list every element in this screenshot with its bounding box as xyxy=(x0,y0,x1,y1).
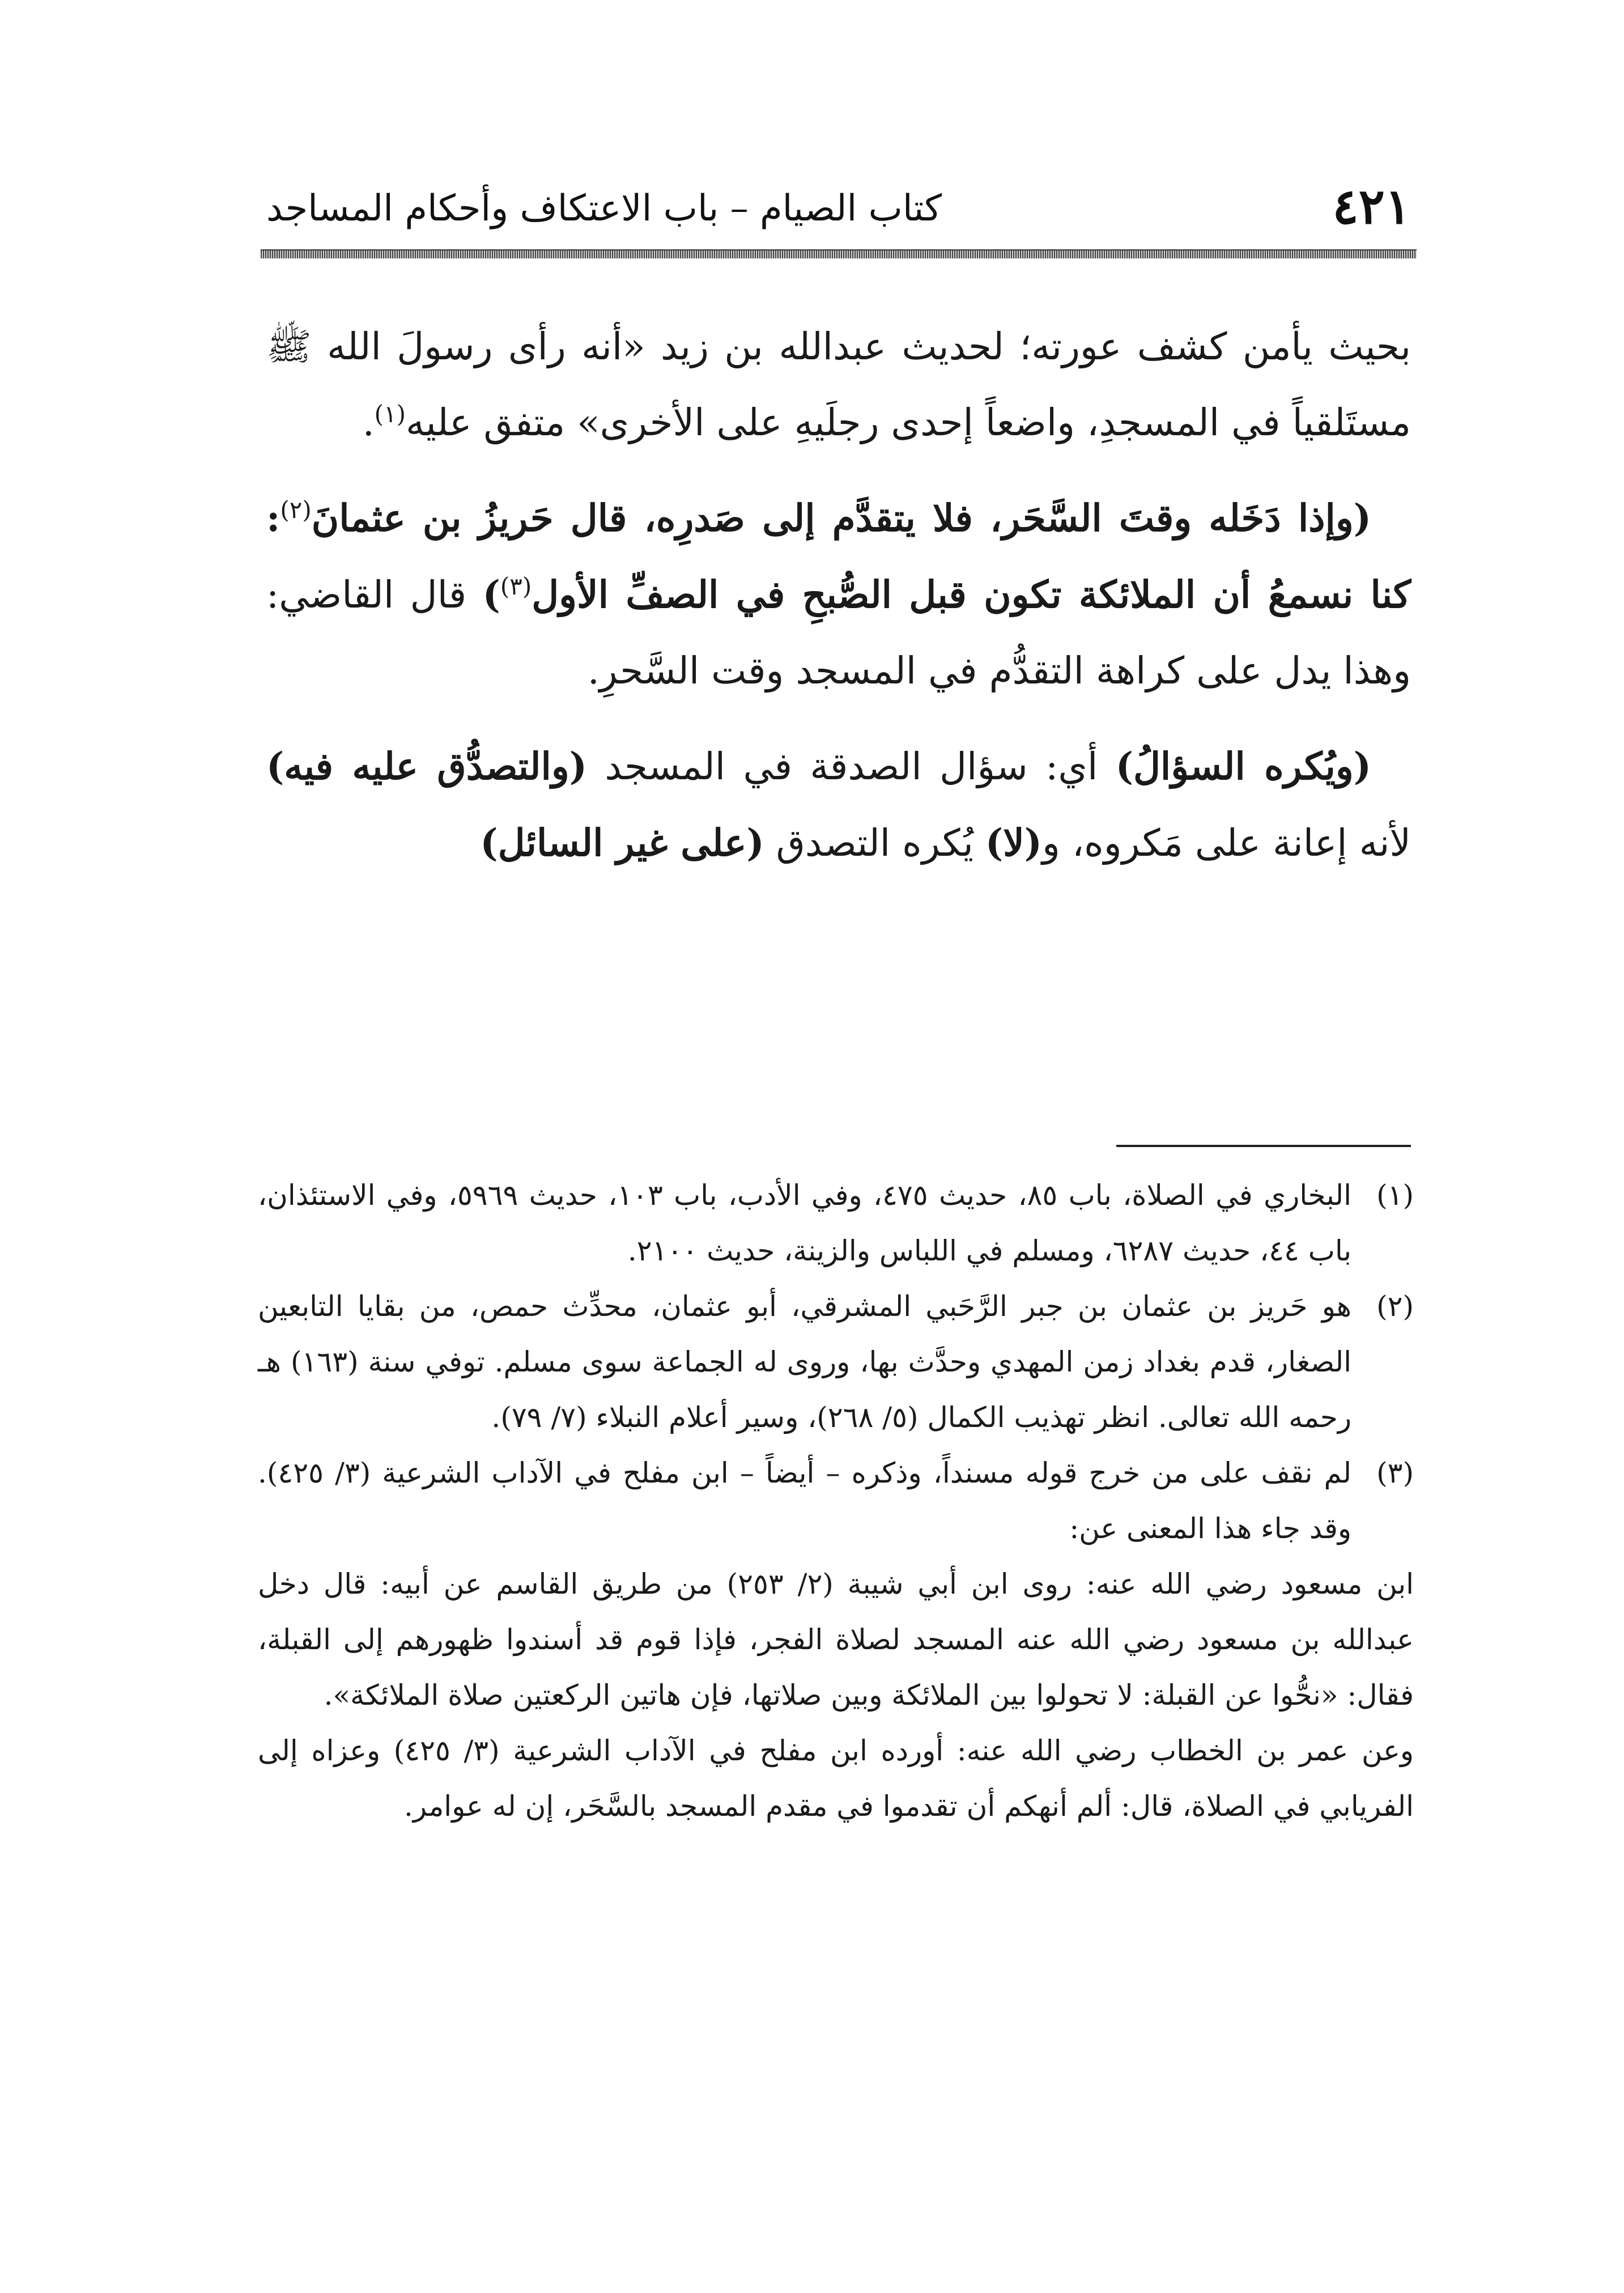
paragraph-1-text: بحيث يأمن كشف عورته؛ لحديث عبدالله بن زيد «أنه رأى رسولَ الله ﷺ مستَلقياً في المسجدِ، واضعاً إحدى رجلَيهِ على الأخرى» متفق عليه xyxy=(266,325,1411,444)
paragraph-2-matn-c: ) xyxy=(482,572,500,617)
footnotes xyxy=(258,1167,1414,1834)
paragraph-2-matn-b: : كنا نسمعُ أن الملائكة تكون قبل الصُّبحِ في الصفِّ الأول xyxy=(266,496,1411,617)
paragraph-3-text-c: يُكره التصدق xyxy=(764,821,985,865)
header-divider xyxy=(261,249,1417,258)
footnote-number: (٢) xyxy=(1376,1290,1414,1323)
paragraph-3-matn-a: (ويُكره السؤالُ) xyxy=(1115,744,1371,788)
footnote-2 xyxy=(258,1279,1414,1445)
running-title: كتاب الصيام – باب الاعتكاف وأحكام المساجد xyxy=(266,188,942,230)
paragraph-1-end: . xyxy=(362,401,375,444)
footnote-text: لم نقف على من خرج قوله مسنداً، وذكره – أيضاً – ابن مفلح في الآداب الشرعية (٣/ ٤٢٥). وقد جاء هذا المعنى عن: xyxy=(258,1457,1351,1545)
paragraph-3-text-b: لأنه إعانة على مَكروه، و xyxy=(1042,821,1411,865)
footnote-ref-1: (١) xyxy=(374,400,406,428)
footnote-separator xyxy=(1116,1145,1411,1147)
footnote-3 xyxy=(258,1445,1414,1556)
paragraph-2 xyxy=(266,480,1411,709)
paragraph-3-matn-b: (والتصدُّق عليه فيه) xyxy=(266,744,587,788)
page-header xyxy=(266,176,1411,238)
footnote-text: البخاري في الصلاة، باب ٨٥، حديث ٤٧٥، وفي الأدب، باب ١٠٣، حديث ٥٩٦٩، وفي الاستئذان، باب ٤٤، حديث ٦٢٨٧، ومسلم في اللباس والزينة، حديث ٢١٠٠. xyxy=(258,1179,1351,1267)
paragraph-3 xyxy=(266,728,1411,881)
paragraph-2-matn-a: (وإذا دَخَله وقتَ السَّحَر، فلا يتقدَّم إلى صَدرِه، قال حَريزُ بن عثمانَ xyxy=(311,496,1371,540)
paragraph-3-text-a: أي: سؤال الصدقة في المسجد xyxy=(586,745,1116,788)
paragraph-1 xyxy=(266,309,1411,461)
footnote-1 xyxy=(258,1167,1414,1279)
footnote-number: (٣) xyxy=(1376,1457,1414,1489)
main-text xyxy=(266,309,1411,901)
paragraph-3-matn-c: (لا) xyxy=(985,821,1043,865)
footnote-3-continuation-1: ابن مسعود رضي الله عنه: روى ابن أبي شيبة (٢/ ٢٥٣) من طريق القاسم عن أبيه: قال دخل عبدالله بن مسعود رضي الله عنه المسجد لصلاة الفجر، فإذا قوم قد أسندوا ظهورهم إلى القبلة، فقال: «نحُّوا عن القبلة: لا تحولوا بين الملائكة وبين صلاتها، فإن هاتين الركعتين صلاة الملائكة». xyxy=(258,1568,1414,1712)
paragraph-2-commentary: قال القاضي: وهذا يدل على كراهة التقدُّم في المسجد وقت السَّحرِ. xyxy=(266,573,1411,693)
footnote-text: هو حَريز بن عثمان بن جبر الرَّحَبي المشرقي، أبو عثمان، محدِّث حمص، من بقايا التابعين الصغار، قدم بغداد زمن المهدي وحدَّث بها، وروى له الجماعة سوى مسلم. توفي سنة (١٦٣) هـ رحمه الله تعالى. انظر تهذيب الكمال (٥/ ٢٦٨)، وسير أعلام النبلاء (٧/ ٧٩). xyxy=(258,1290,1352,1434)
paragraph-3-matn-d: (على غير السائل) xyxy=(480,821,764,865)
page-number: ٤٢١ xyxy=(1332,178,1411,235)
footnote-number: (١) xyxy=(1376,1179,1414,1212)
footnote-ref-3: (٣) xyxy=(500,572,532,600)
footnote-ref-2: (٢) xyxy=(280,496,312,524)
footnote-3-continuation-2: وعن عمر بن الخطاب رضي الله عنه: أورده ابن مفلح في الآداب الشرعية (٣/ ٤٢٥) وعزاه إلى الفريابي في الصلاة، قال: ألم أنهكم أن تقدموا في مقدم المسجد بالسَّحَر، إن له عوامر. xyxy=(258,1734,1414,1823)
